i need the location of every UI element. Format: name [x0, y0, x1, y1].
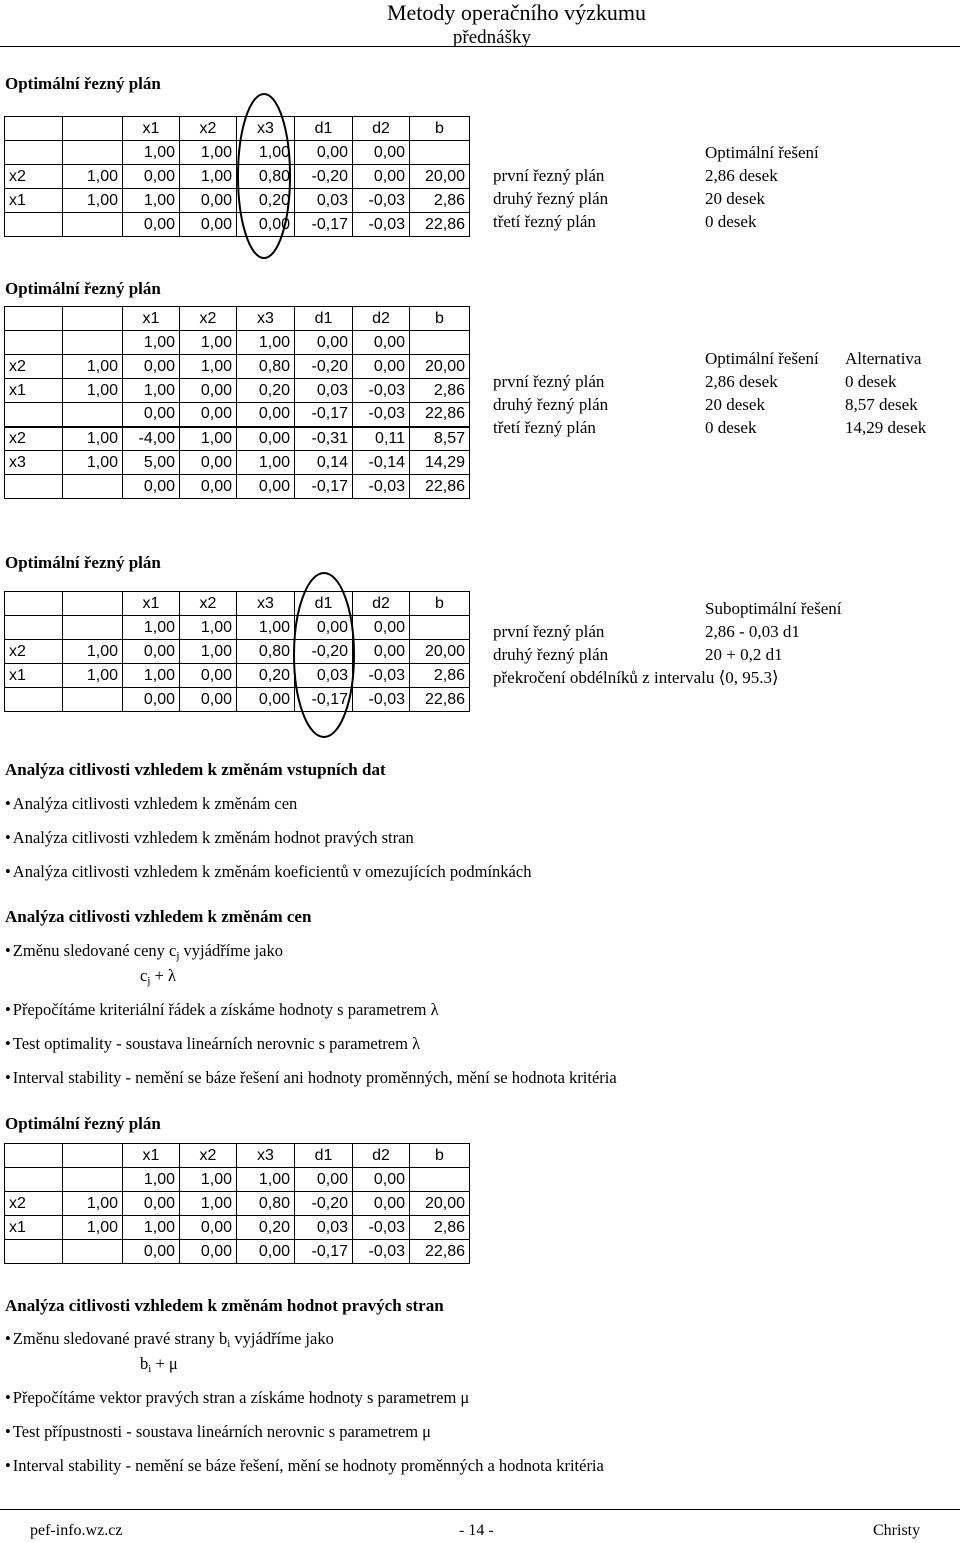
table-row — [5, 592, 470, 616]
table-cell: d1 — [295, 592, 353, 616]
bullet-s5-1 — [5, 941, 283, 962]
table-cell: 0,80 — [237, 355, 295, 379]
table-cell: 2,86 — [410, 664, 470, 688]
footer-left: pef-info.wz.cz — [30, 1522, 123, 1539]
table-cell: 0,03 — [295, 379, 353, 403]
table-cell — [5, 475, 63, 499]
result-3-value-1: 2,86 - 0,03 d1 — [705, 622, 800, 641]
table-row — [5, 189, 470, 213]
table-cell: -0,17 — [295, 475, 353, 499]
table-cell: x1 — [5, 189, 63, 213]
expr-s5-pre: c — [140, 966, 148, 985]
table-cell — [5, 592, 63, 616]
result-1-labels — [493, 164, 608, 233]
table-row — [5, 688, 470, 712]
result-2-alt-value-3: 14,29 desek — [845, 418, 927, 437]
table-cell: 0,00 — [237, 688, 295, 712]
result-2-values — [705, 347, 819, 439]
bullet-s7-1-sub: i — [227, 1338, 231, 1350]
table-cell: 0,00 — [123, 640, 180, 664]
table-cell: 1,00 — [237, 451, 295, 475]
result-3-values — [705, 620, 800, 666]
table-row — [5, 165, 470, 189]
result-3-label-1: první řezný plán — [493, 622, 605, 641]
table-cell: 0,03 — [295, 664, 353, 688]
table-cell: d2 — [353, 117, 410, 141]
table-cell: x1 — [5, 664, 63, 688]
simplex-table-4 — [4, 1143, 470, 1264]
result-1-label-2: druhý řezný plán — [493, 189, 609, 208]
table-cell: 1,00 — [180, 1168, 237, 1192]
expr-s7-pre: b — [140, 1354, 149, 1373]
expr-s7-post: + μ — [151, 1354, 178, 1373]
result-2-label-3: třetí řezný plán — [493, 418, 596, 437]
table-cell: 1,00 — [123, 379, 180, 403]
table-cell: 0,20 — [237, 189, 295, 213]
table-cell: -0,03 — [353, 403, 410, 427]
table-cell: 1,00 — [63, 451, 123, 475]
bullet-s7-2: • Přepočítáme vektor pravých stran a získáme hodnoty s parametrem μ — [5, 1388, 469, 1408]
table-cell: 0,80 — [237, 165, 295, 189]
bullet-s5-1-post: vyjádříme jako — [179, 941, 283, 960]
table-cell: 1,00 — [123, 1168, 180, 1192]
table-row — [5, 1240, 470, 1264]
page-subtitle: přednášky — [452, 27, 531, 48]
table-cell — [5, 1168, 63, 1192]
table-cell: 0,00 — [123, 1192, 180, 1216]
table-cell: 0,00 — [180, 1216, 237, 1240]
table-row — [5, 427, 470, 451]
table-cell: 1,00 — [123, 141, 180, 165]
table-cell: x2 — [5, 427, 63, 451]
table-cell: 20,00 — [410, 1192, 470, 1216]
table-cell: 1,00 — [237, 331, 295, 355]
table-cell: x2 — [5, 165, 63, 189]
footer-right: Christy — [873, 1522, 921, 1539]
table-cell: 0,00 — [123, 1240, 180, 1264]
table-cell: 0,00 — [353, 1168, 410, 1192]
result-1-label-1: první řezný plán — [493, 166, 605, 185]
table-cell: 22,86 — [410, 213, 470, 237]
result-3-heading: Suboptimální řešení — [705, 599, 842, 618]
table-cell: b — [410, 1144, 470, 1168]
table-cell — [63, 213, 123, 237]
bullet-s5-4: • Interval stability - nemění se báze řešení ani hodnoty proměnných, mění se hodnota kritéria — [5, 1068, 617, 1088]
table-cell: -0,20 — [295, 165, 353, 189]
table-cell: 22,86 — [410, 403, 470, 427]
table-cell: 1,00 — [180, 165, 237, 189]
table-cell: 0,00 — [123, 355, 180, 379]
result-1-value-1: 2,86 desek — [705, 166, 778, 185]
table-cell: -0,20 — [295, 1192, 353, 1216]
table-cell: 1,00 — [63, 664, 123, 688]
table-cell: d2 — [353, 592, 410, 616]
table-cell: 0,00 — [180, 189, 237, 213]
table1-grid — [4, 116, 470, 237]
table-cell: 1,00 — [63, 165, 123, 189]
table-cell: x1 — [123, 117, 180, 141]
table-cell: 0,00 — [180, 213, 237, 237]
table-cell: 0,00 — [180, 664, 237, 688]
result-2-heading: Optimální řešení — [705, 349, 819, 368]
table-cell: d2 — [353, 307, 410, 331]
table-cell: 0,00 — [180, 403, 237, 427]
table-row — [5, 331, 470, 355]
section-title-4: Analýza citlivosti vzhledem k změnám vstupních dat — [5, 760, 386, 779]
table-cell: 1,00 — [180, 427, 237, 451]
table-cell: 0,00 — [295, 616, 353, 640]
table-cell: 0,00 — [237, 475, 295, 499]
table-cell: 0,03 — [295, 189, 353, 213]
page-title: Metody operačního výzkumu — [386, 0, 646, 25]
table-cell: x3 — [237, 307, 295, 331]
table-cell: -4,00 — [123, 427, 180, 451]
table-cell: 0,00 — [123, 475, 180, 499]
table-row — [5, 141, 470, 165]
table-cell: 1,00 — [180, 355, 237, 379]
table-cell — [63, 475, 123, 499]
table-row — [5, 1216, 470, 1240]
table-cell — [5, 688, 63, 712]
table-cell — [5, 213, 63, 237]
section-title-3: Optimální řezný plán — [5, 553, 161, 572]
table-cell — [63, 307, 123, 331]
table-row — [5, 1192, 470, 1216]
bullet-s7-4: • Interval stability - nemění se báze řešení, mění se hodnoty proměnných a hodnota kritéria — [5, 1456, 604, 1476]
table-cell: 14,29 — [410, 451, 470, 475]
table-cell — [5, 141, 63, 165]
result-3-label-2: druhý řezný plán — [493, 645, 609, 664]
table-cell: 1,00 — [123, 331, 180, 355]
table-cell: x3 — [237, 117, 295, 141]
table-cell: 1,00 — [63, 1216, 123, 1240]
table-cell: -0,03 — [353, 475, 410, 499]
table-cell: 0,00 — [353, 165, 410, 189]
table-cell: d2 — [353, 1144, 410, 1168]
table-cell: 0,00 — [353, 616, 410, 640]
bullet-s4-1: • Analýza citlivosti vzhledem k změnám cen — [5, 794, 297, 814]
table-cell: -0,20 — [295, 355, 353, 379]
bullet-s7-3: • Test přípustnosti - soustava lineárních nerovnic s parametrem μ — [5, 1422, 431, 1442]
table-cell: x3 — [237, 592, 295, 616]
table-cell: 0,00 — [180, 451, 237, 475]
table-cell: 1,00 — [63, 1192, 123, 1216]
result-1-label-3: třetí řezný plán — [493, 212, 596, 231]
result-2-labels — [493, 370, 608, 439]
table-cell: -0,17 — [295, 213, 353, 237]
table-cell: 1,00 — [63, 355, 123, 379]
table-cell: 0,00 — [353, 640, 410, 664]
bullet-s7-1-text: Změnu sledované pravé strany b — [12, 1329, 228, 1348]
section-title-5: Analýza citlivosti vzhledem k změnám cen — [5, 907, 312, 926]
table-row — [5, 117, 470, 141]
table-cell: 0,00 — [180, 688, 237, 712]
table-cell: d1 — [295, 117, 353, 141]
result-1-value-3: 0 desek — [705, 212, 757, 231]
table-cell — [410, 141, 470, 165]
table-cell: 0,80 — [237, 640, 295, 664]
footer-rule — [0, 1509, 960, 1510]
header-rule — [0, 46, 960, 47]
table-cell: x1 — [123, 307, 180, 331]
table-cell: 2,86 — [410, 1216, 470, 1240]
table-cell: x1 — [123, 592, 180, 616]
table-cell: 0,00 — [295, 1168, 353, 1192]
result-1-values — [705, 141, 819, 233]
table-row — [5, 403, 470, 427]
table-cell: 0,20 — [237, 1216, 295, 1240]
result-2-label-1: první řezný plán — [493, 372, 605, 391]
result-2-alt-values — [845, 347, 926, 439]
table-cell: 0,00 — [295, 331, 353, 355]
table-cell: 22,86 — [410, 475, 470, 499]
table-row — [5, 355, 470, 379]
bullet-s5-1-text: Změnu sledované ceny c — [12, 941, 177, 960]
table-cell: 1,00 — [180, 640, 237, 664]
table-cell: 0,00 — [180, 475, 237, 499]
simplex-table-3 — [4, 591, 470, 712]
table-cell: b — [410, 307, 470, 331]
table-cell: 0,00 — [353, 331, 410, 355]
table-cell — [63, 141, 123, 165]
result-2-alt-value-2: 8,57 desek — [845, 395, 918, 414]
table-cell: 1,00 — [123, 1216, 180, 1240]
section-title-2: Optimální řezný plán — [5, 279, 161, 298]
table-cell: 0,00 — [353, 1192, 410, 1216]
table-cell: 0,14 — [295, 451, 353, 475]
table-cell: 0,00 — [237, 427, 295, 451]
table-cell: d1 — [295, 307, 353, 331]
table-cell: 1,00 — [63, 427, 123, 451]
table3-grid — [4, 591, 470, 712]
result-2-value-1: 2,86 desek — [705, 372, 778, 391]
section-title-6: Optimální řezný plán — [5, 1114, 161, 1133]
table-cell: 5,00 — [123, 451, 180, 475]
table-cell: -0,03 — [353, 1240, 410, 1264]
table4-grid — [4, 1143, 470, 1264]
table-cell: 0,00 — [353, 141, 410, 165]
table-cell: 1,00 — [237, 141, 295, 165]
table-cell: x2 — [5, 1192, 63, 1216]
table-cell — [63, 688, 123, 712]
table-cell: 2,86 — [410, 379, 470, 403]
table-cell: x2 — [180, 592, 237, 616]
table-cell: 20,00 — [410, 165, 470, 189]
table-cell: 1,00 — [237, 1168, 295, 1192]
expr-s5-sub: j — [147, 975, 151, 987]
bullet-s4-2: • Analýza citlivosti vzhledem k změnám hodnot pravých stran — [5, 828, 414, 848]
table-cell: x2 — [180, 307, 237, 331]
table-cell: 0,00 — [123, 213, 180, 237]
table-cell — [5, 403, 63, 427]
table-cell: 1,00 — [63, 640, 123, 664]
footer-page-number: - 14 - — [459, 1522, 494, 1539]
section-title-7: Analýza citlivosti vzhledem k změnám hodnot pravých stran — [5, 1296, 444, 1315]
table-cell: x3 — [237, 1144, 295, 1168]
bullet-s5-1-sub: j — [176, 950, 180, 962]
table-cell: -0,03 — [353, 1216, 410, 1240]
table-cell — [63, 616, 123, 640]
table-cell: -0,14 — [353, 451, 410, 475]
result-2-value-2: 20 desek — [705, 395, 765, 414]
table-cell: 0,80 — [237, 1192, 295, 1216]
table-cell — [5, 331, 63, 355]
table-cell — [63, 117, 123, 141]
table-cell — [63, 331, 123, 355]
table-cell: 1,00 — [180, 141, 237, 165]
table-cell: x1 — [5, 379, 63, 403]
table-cell: 1,00 — [237, 616, 295, 640]
table-cell: 1,00 — [180, 331, 237, 355]
table-cell: 1,00 — [63, 189, 123, 213]
result-3-label-3: překročení obdélníků z intervalu ⟨0, 95.3⟩ — [493, 668, 779, 687]
table-row — [5, 213, 470, 237]
table-cell: -0,17 — [295, 688, 353, 712]
table-cell: 1,00 — [180, 1192, 237, 1216]
table-cell: 22,86 — [410, 688, 470, 712]
table-cell — [5, 1144, 63, 1168]
table-cell: 20,00 — [410, 355, 470, 379]
table-cell: -0,03 — [353, 688, 410, 712]
table-cell: -0,31 — [295, 427, 353, 451]
expr-s5-post: + λ — [150, 966, 176, 985]
table-cell: 0,00 — [123, 688, 180, 712]
table-cell: x2 — [5, 640, 63, 664]
table-cell: 0,00 — [237, 213, 295, 237]
table-cell: 1,00 — [123, 664, 180, 688]
table-cell: 20,00 — [410, 640, 470, 664]
table-cell — [5, 616, 63, 640]
table-row — [5, 307, 470, 331]
bullet-s7-1-post: vyjádříme jako — [230, 1329, 334, 1348]
table-cell — [5, 307, 63, 331]
result-2-value-3: 0 desek — [705, 418, 757, 437]
table-cell: -0,17 — [295, 403, 353, 427]
table-cell: 1,00 — [180, 616, 237, 640]
table2-grid — [4, 306, 470, 499]
table-cell: x2 — [5, 355, 63, 379]
section-title-1: Optimální řezný plán — [5, 74, 161, 93]
table-cell: -0,20 — [295, 640, 353, 664]
table-cell: 0,00 — [295, 141, 353, 165]
table-cell — [5, 1240, 63, 1264]
table-cell — [5, 117, 63, 141]
table-cell: 0,00 — [123, 403, 180, 427]
table-cell: -0,03 — [353, 189, 410, 213]
expr-s5 — [140, 964, 176, 993]
table-cell: -0,03 — [353, 379, 410, 403]
table-cell: 0,00 — [353, 355, 410, 379]
table-row — [5, 475, 470, 499]
bullet-s7-1 — [5, 1329, 334, 1350]
table-cell: 1,00 — [63, 379, 123, 403]
table-cell: x1 — [123, 1144, 180, 1168]
bullet-s5-2: • Přepočítáme kriteriální řádek a získáme hodnoty s parametrem λ — [5, 1000, 439, 1020]
table-row — [5, 616, 470, 640]
table-cell: 1,00 — [123, 616, 180, 640]
table-cell — [63, 1240, 123, 1264]
table-cell: 0,11 — [353, 427, 410, 451]
table-cell: 0,03 — [295, 1216, 353, 1240]
table-cell: 0,00 — [123, 165, 180, 189]
table-row — [5, 1168, 470, 1192]
table-cell — [63, 403, 123, 427]
table-cell: 0,20 — [237, 379, 295, 403]
table-cell: 0,20 — [237, 664, 295, 688]
table-row — [5, 664, 470, 688]
table-cell: 0,00 — [180, 1240, 237, 1264]
table-cell: 1,00 — [123, 189, 180, 213]
table-cell: b — [410, 117, 470, 141]
table-cell: x2 — [180, 1144, 237, 1168]
simplex-table-1 — [4, 116, 470, 237]
table-cell: 2,86 — [410, 189, 470, 213]
table-cell: -0,03 — [353, 664, 410, 688]
table-cell: 0,00 — [180, 379, 237, 403]
expr-s7-sub: i — [148, 1363, 152, 1375]
table-cell — [410, 616, 470, 640]
result-1-value-2: 20 desek — [705, 189, 765, 208]
expr-s7 — [140, 1352, 178, 1381]
table-cell — [63, 592, 123, 616]
result-3-value-2: 20 + 0,2 d1 — [705, 645, 783, 664]
result-2-alt-heading: Alternativa — [845, 349, 922, 368]
result-2-label-2: druhý řezný plán — [493, 395, 609, 414]
bullet-s4-3: • Analýza citlivosti vzhledem k změnám koeficientů v omezujících podmínkách — [5, 862, 531, 882]
table-row — [5, 640, 470, 664]
table-cell — [410, 1168, 470, 1192]
table-row — [5, 451, 470, 475]
bullet-s5-3: • Test optimality - soustava lineárních nerovnic s parametrem λ — [5, 1034, 420, 1054]
table-cell: -0,03 — [353, 213, 410, 237]
table-cell: -0,17 — [295, 1240, 353, 1264]
table-row — [5, 379, 470, 403]
table-cell: 22,86 — [410, 1240, 470, 1264]
result-2-alt-value-1: 0 desek — [845, 372, 897, 391]
table-cell: 8,57 — [410, 427, 470, 451]
table-cell: 0,00 — [237, 1240, 295, 1264]
table-cell: 0,00 — [237, 403, 295, 427]
table-cell — [63, 1168, 123, 1192]
simplex-table-2 — [4, 306, 470, 499]
table-cell: x3 — [5, 451, 63, 475]
table-cell: x2 — [180, 117, 237, 141]
table-cell — [63, 1144, 123, 1168]
result-1-heading: Optimální řešení — [705, 143, 819, 162]
table-cell: x1 — [5, 1216, 63, 1240]
table-cell: d1 — [295, 1144, 353, 1168]
table-row — [5, 1144, 470, 1168]
table-cell — [410, 331, 470, 355]
table-cell: b — [410, 592, 470, 616]
